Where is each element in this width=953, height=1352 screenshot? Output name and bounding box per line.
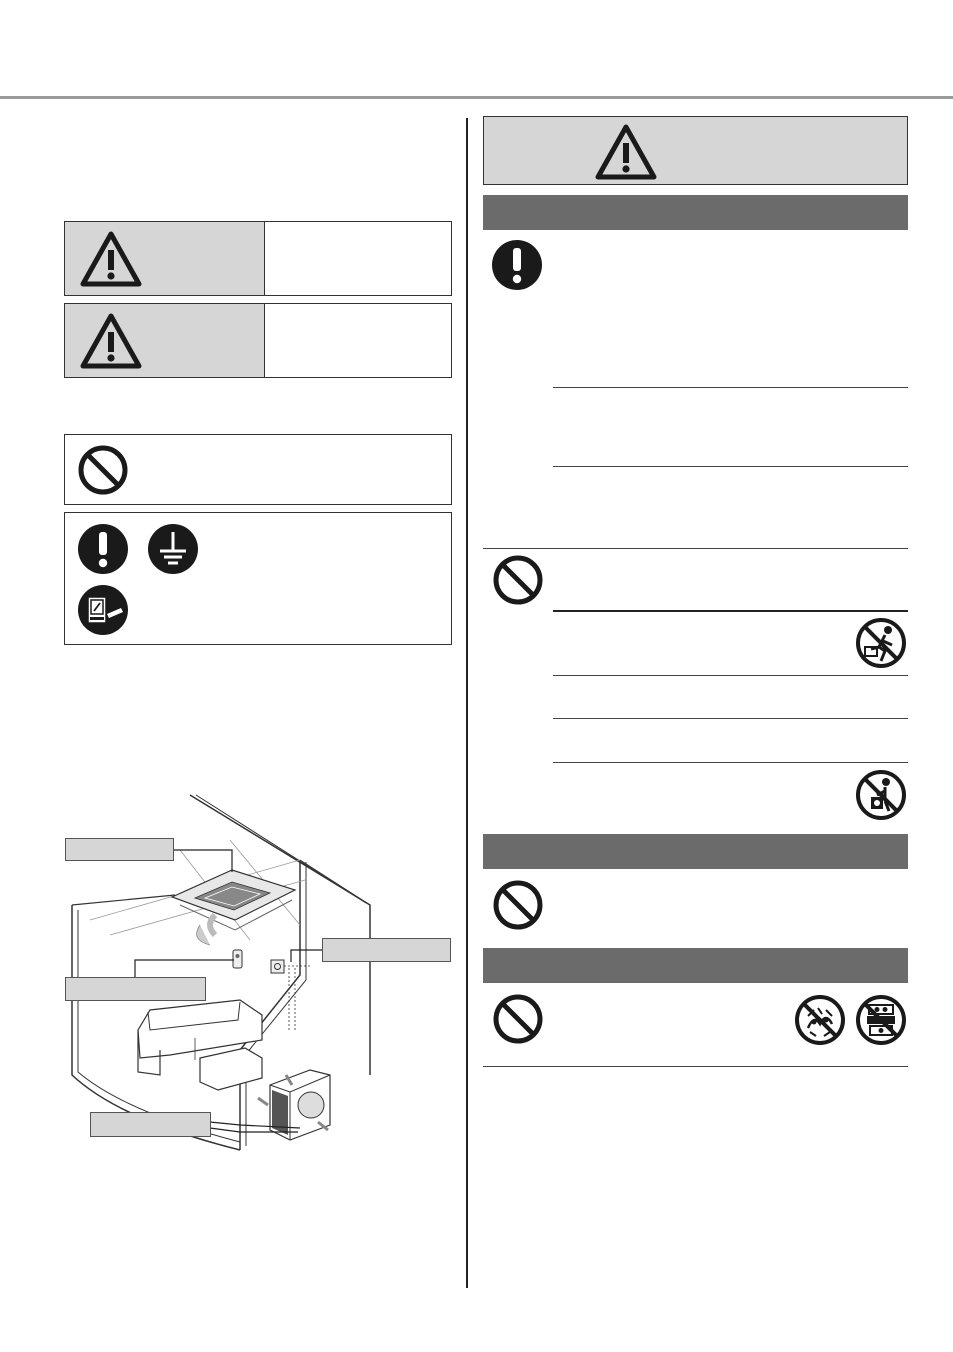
warning-signal-box	[64, 221, 452, 296]
exclamation-mandatory-icon	[491, 239, 543, 291]
item-divider	[483, 548, 908, 549]
switch-label-box	[322, 938, 451, 962]
item-divider	[553, 610, 908, 612]
item-divider	[553, 762, 908, 763]
no-placing-object-icon	[855, 769, 907, 821]
earth-ground-icon	[147, 523, 199, 575]
warning-banner	[483, 116, 908, 185]
prohibition-icon	[492, 554, 544, 606]
item-divider	[553, 718, 908, 719]
section-bar-installation	[483, 195, 908, 230]
section-end-rule	[483, 1066, 908, 1067]
section-bar-usage	[483, 948, 908, 983]
no-animals-icon	[855, 994, 907, 1046]
prohibition-icon	[77, 444, 129, 496]
warning-triangle-icon	[594, 123, 658, 181]
prohibited-symbol-box	[64, 434, 452, 505]
mandatory-symbol-box	[64, 512, 452, 645]
item-divider	[553, 675, 908, 676]
header-rule	[0, 96, 953, 99]
power-switch-off-icon	[77, 584, 129, 636]
prohibition-icon	[492, 993, 544, 1045]
no-plants-icon	[794, 994, 846, 1046]
section-bar-operation	[483, 834, 908, 869]
remote-controller-label-box	[65, 977, 206, 1001]
column-divider	[466, 118, 468, 1288]
indoor-unit-label-box	[65, 838, 174, 861]
caution-signal-box	[64, 303, 452, 378]
item-divider	[553, 466, 908, 467]
warning-triangle-icon	[79, 312, 143, 370]
exclamation-mandatory-icon	[77, 523, 129, 575]
item-divider	[553, 387, 908, 388]
warning-triangle-icon	[79, 230, 143, 288]
no-stepping-icon	[855, 617, 907, 669]
outdoor-unit-label-box	[90, 1112, 211, 1137]
prohibition-icon	[492, 879, 544, 931]
